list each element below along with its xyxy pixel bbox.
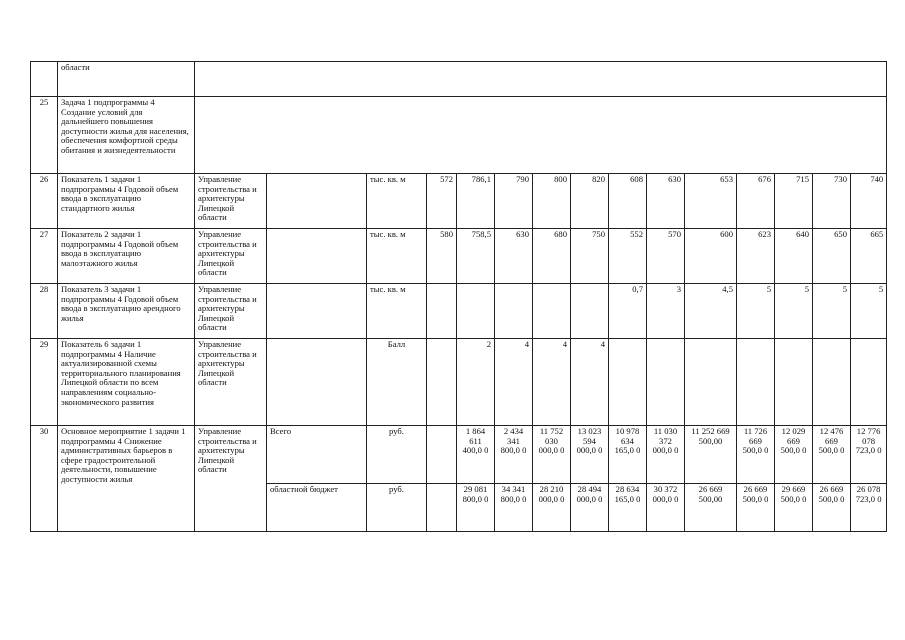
value-cell: 5: [813, 284, 851, 339]
value-cell: [533, 284, 571, 339]
value-cell: [427, 484, 457, 532]
value-cell: [775, 339, 813, 426]
row-executor: Управление строительства и архитектуры Липецкой области: [195, 229, 267, 284]
table-row: [31, 97, 887, 174]
funding-source: областной бюджет: [267, 484, 367, 532]
value-cell: 0,7: [609, 284, 647, 339]
value-cell: 12 776 078 723,0 0: [851, 426, 887, 484]
value-cell: 650: [813, 229, 851, 284]
value-cell: 630: [495, 229, 533, 284]
value-cell: 26 669 500,0 0: [813, 484, 851, 532]
value-cell: 653: [685, 174, 737, 229]
value-cell: 676: [737, 174, 775, 229]
value-cell: 4,5: [685, 284, 737, 339]
value-cell: 572: [427, 174, 457, 229]
funding-source: Всего: [267, 426, 367, 484]
value-cell: 26 669 500,0 0: [737, 484, 775, 532]
value-cell: 29 669 500,0 0: [775, 484, 813, 532]
value-cell: 680: [533, 229, 571, 284]
row-unit: руб.: [367, 426, 427, 484]
value-cell: 640: [775, 229, 813, 284]
value-cell: 2 434 341 800,0 0: [495, 426, 533, 484]
value-cell: 750: [571, 229, 609, 284]
value-cell: [737, 339, 775, 426]
value-cell: 5: [775, 284, 813, 339]
value-cell: 552: [609, 229, 647, 284]
value-cell: 570: [647, 229, 685, 284]
value-cell: 786,1: [457, 174, 495, 229]
table-row: [31, 174, 887, 229]
row-number: 26: [31, 174, 58, 229]
program-table: [30, 61, 887, 532]
value-cell: 4: [533, 339, 571, 426]
value-cell: 28 494 000,0 0: [571, 484, 609, 532]
row-name: Задача 1 подпрограммы 4 Создание условий для дальнейшего повышения доступности жилья для населения, обеспечения комфортной среды обитания и жизнедеятельности: [58, 97, 195, 174]
value-cell: [609, 339, 647, 426]
value-cell: 820: [571, 174, 609, 229]
value-cell: 12 029 669 500,0 0: [775, 426, 813, 484]
row-name: Основное мероприятие 1 задачи 1 подпрограммы 4 Снижение административных барьеров в сфере градостроительной деятельности, повышение доступности жилья: [58, 426, 195, 532]
value-cell: [851, 339, 887, 426]
row-number: 25: [31, 97, 58, 174]
row-name: Показатель 6 задачи 1 подпрограммы 4 Наличие актуализированной схемы территориального планирования Липецкой области по всем направлениям социально-экономического развития: [58, 339, 195, 426]
row-executor: Управление строительства и архитектуры Липецкой области: [195, 174, 267, 229]
value-cell: 2: [457, 339, 495, 426]
value-cell: 623: [737, 229, 775, 284]
value-cell: [495, 284, 533, 339]
value-cell: [427, 339, 457, 426]
value-cell: [571, 284, 609, 339]
value-cell: [647, 339, 685, 426]
value-cell: 3: [647, 284, 685, 339]
value-cell: [427, 284, 457, 339]
value-cell: 28 210 000,0 0: [533, 484, 571, 532]
row-unit: тыс. кв. м: [367, 284, 427, 339]
value-cell: 630: [647, 174, 685, 229]
value-cell: 12 476 669 500,0 0: [813, 426, 851, 484]
value-cell: 10 978 634 165,0 0: [609, 426, 647, 484]
table-row: [31, 229, 887, 284]
value-cell: 34 341 800,0 0: [495, 484, 533, 532]
value-cell: [685, 339, 737, 426]
row-number: 28: [31, 284, 58, 339]
value-cell: 600: [685, 229, 737, 284]
row-name: Показатель 3 задачи 1 подпрограммы 4 Годовой объем ввода в эксплуатацию арендного жилья: [58, 284, 195, 339]
table-row: [31, 62, 887, 97]
row-executor: Управление строительства и архитектуры Липецкой области: [195, 284, 267, 339]
row-number: 27: [31, 229, 58, 284]
value-cell: 5: [737, 284, 775, 339]
value-cell: [457, 284, 495, 339]
value-cell: 730: [813, 174, 851, 229]
value-cell: 665: [851, 229, 887, 284]
value-cell: 26 078 723,0 0: [851, 484, 887, 532]
row-unit: руб.: [367, 484, 427, 532]
value-cell: 11 252 669 500,00: [685, 426, 737, 484]
value-cell: 580: [427, 229, 457, 284]
row-unit: тыс. кв. м: [367, 174, 427, 229]
value-cell: 800: [533, 174, 571, 229]
value-cell: 29 081 800,0 0: [457, 484, 495, 532]
value-cell: 5: [851, 284, 887, 339]
row-executor: Управление строительства и архитектуры Липецкой области: [195, 339, 267, 426]
value-cell: 11 752 030 000,0 0: [533, 426, 571, 484]
value-cell: 740: [851, 174, 887, 229]
value-cell: 4: [495, 339, 533, 426]
value-cell: 715: [775, 174, 813, 229]
row-number: 30: [31, 426, 58, 532]
value-cell: 1 864 611 400,0 0: [457, 426, 495, 484]
value-cell: 790: [495, 174, 533, 229]
row-unit: тыс. кв. м: [367, 229, 427, 284]
value-cell: 11 726 669 500,0 0: [737, 426, 775, 484]
value-cell: 758,5: [457, 229, 495, 284]
row-name: области: [58, 62, 195, 97]
value-cell: 26 669 500,00: [685, 484, 737, 532]
row-unit: Балл: [367, 339, 427, 426]
value-cell: [813, 339, 851, 426]
table-row: [31, 284, 887, 339]
row-number: 29: [31, 339, 58, 426]
row-name: Показатель 2 задачи 1 подпрограммы 4 Годовой объем ввода в эксплуатацию малоэтажного жилья: [58, 229, 195, 284]
value-cell: [427, 426, 457, 484]
table-row: [31, 339, 887, 426]
value-cell: 4: [571, 339, 609, 426]
value-cell: 11 030 372 000,0 0: [647, 426, 685, 484]
value-cell: 608: [609, 174, 647, 229]
row-executor: Управление строительства и архитектуры Липецкой области: [195, 426, 267, 532]
row-name: Показатель 1 задачи 1 подпрограммы 4 Годовой объем ввода в эксплуатацию стандартного жилья: [58, 174, 195, 229]
table-row: [31, 426, 887, 484]
value-cell: 13 023 594 000,0 0: [571, 426, 609, 484]
value-cell: 28 634 165,0 0: [609, 484, 647, 532]
value-cell: 30 372 000,0 0: [647, 484, 685, 532]
